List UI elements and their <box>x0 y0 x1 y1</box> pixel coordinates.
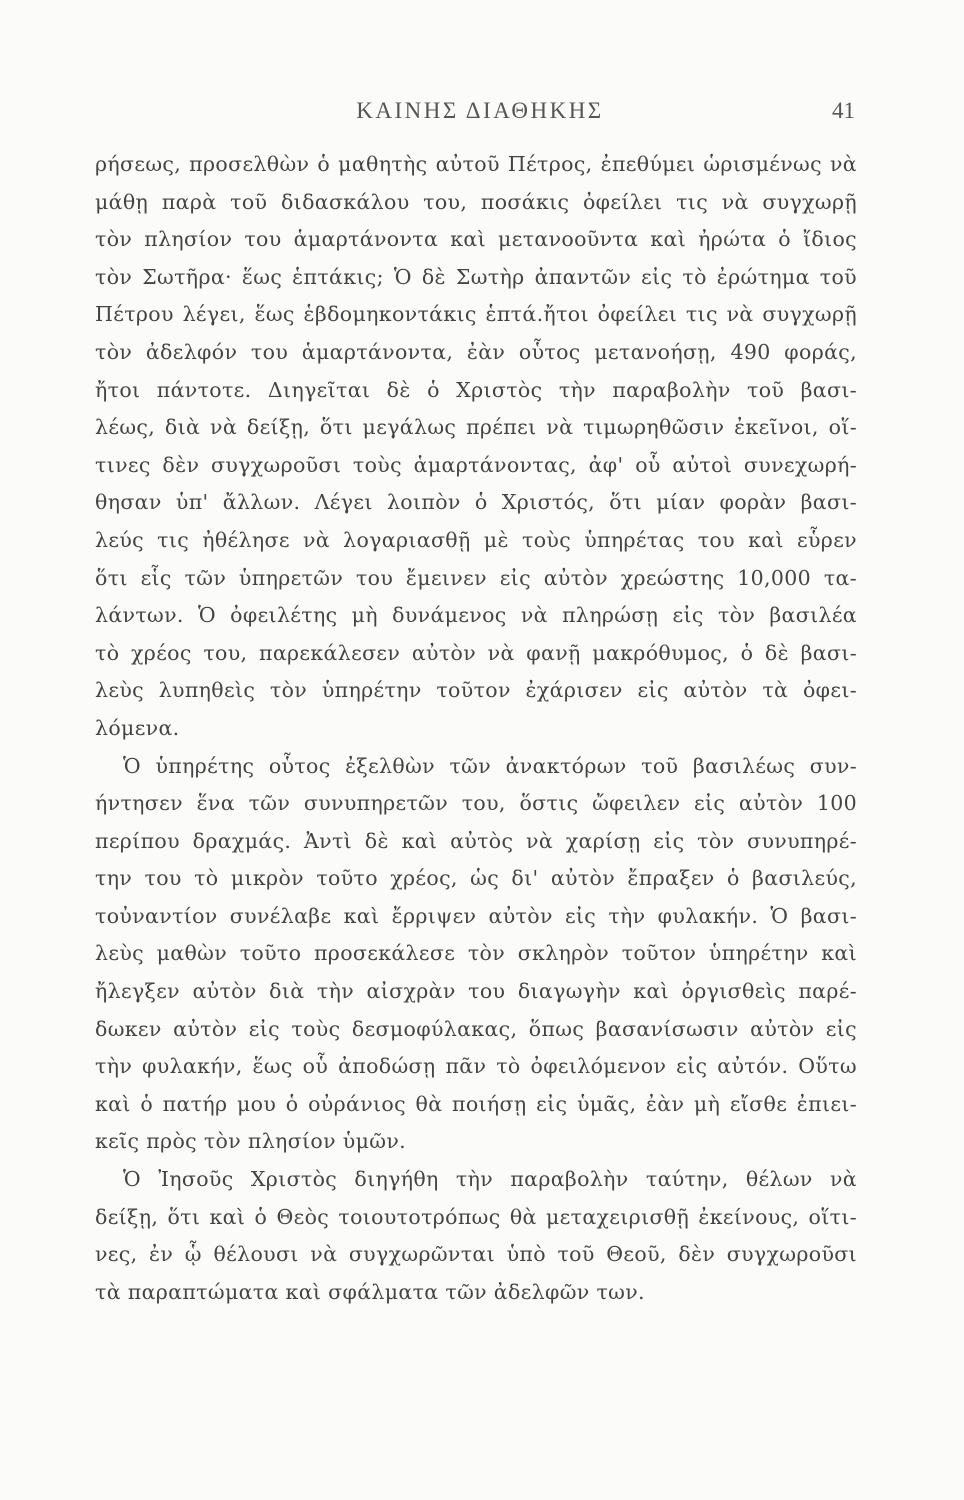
text-line: τὸ χρέος του, παρεκάλεσεν αὐτὸν νὰ φανῇ μακρόθυμος, ὁ δὲ βασι- <box>95 640 857 665</box>
text-line: τινες δὲν συγχωροῦσι τοὺς ἁμαρτάνοντας, ἀφ' οὗ αὐτοὶ συνεχωρή- <box>95 452 857 477</box>
text-line: λεὺς λυπηθεὶς τὸν ὑπηρέτην τοῦτον ἐχάρισεν εἰς αὐτὸν τὰ ὀφει- <box>95 678 857 703</box>
text-line: καὶ ὁ πατήρ μου ὁ οὐράνιος θὰ ποιήσῃ εἰς ὑμᾶς, ἐὰν μὴ εἴσθε ἐπιει- <box>95 1091 857 1116</box>
text-line: δείξῃ, ὅτι καὶ ὁ Θεὸς τοιουτοτρόπως θὰ μεταχειρισθῇ ἐκείνους, οἵτι- <box>95 1204 857 1229</box>
paragraph-end-line: λόμενα. <box>95 715 180 740</box>
paragraph-first-line: Ὁ ὑπηρέτης οὗτος ἐξελθὼν τῶν ἀνακτόρων τοῦ βασιλέως συν- <box>123 753 857 778</box>
text-line: την του τὸ μικρὸν τοῦτο χρέος, ὡς δι' αὐτὸν ἔπραξεν ὁ βασιλεύς, <box>95 866 857 891</box>
body-text <box>95 146 857 1311</box>
text-line: ἤτοι πάντοτε. Διηγεῖται δὲ ὁ Χριστὸς τὴν παραβολὴν τοῦ βασι- <box>95 377 857 402</box>
text-line: λεὺς μαθὼν τοῦτο προσεκάλεσε τὸν σκληρὸν τοῦτον ὑπηρέτην καὶ <box>95 941 857 966</box>
running-head <box>95 98 865 130</box>
text-line: Πέτρου λέγει, ἕως ἑβδομηκοντάκις ἑπτά.ἤτοι ὀφείλει τις νὰ συγχωρῇ <box>95 302 857 327</box>
text-line: λέως, διὰ νὰ δείξῃ, ὅτι μεγάλως πρέπει νὰ τιμωρηθῶσιν ἐκεῖνοι, οἵ- <box>95 415 857 440</box>
text-line: ήντησεν ἕνα τῶν συνυπηρετῶν του, ὅστις ὤφειλεν εἰς αὐτὸν 100 <box>95 791 857 816</box>
text-line: τὸν Σωτῆρα· ἕως ἑπτάκις; Ὁ δὲ Σωτὴρ ἀπαντῶν εἰς τὸ ἐρώτημα τοῦ <box>95 264 857 289</box>
page-number: 41 <box>832 98 855 123</box>
text-line: θησαν ὑπ' ἄλλων. Λέγει λοιπὸν ὁ Χριστός, ὅτι μίαν φορὰν βασι- <box>95 490 857 515</box>
text-line: τὴν φυλακήν, ἕως οὗ ἀποδώσῃ πᾶν τὸ ὀφειλόμενον εἰς αὐτόν. Οὕτω <box>95 1054 857 1079</box>
text-line: δωκεν αὐτὸν εἰς τοὺς δεσμοφύλακας, ὅπως βασανίσωσιν αὐτὸν εἰς <box>95 1016 857 1041</box>
text-line: τὸν ἀδελφόν του ἁμαρτάνοντα, ἐὰν οὗτος μετανοήσῃ, 490 φοράς, <box>95 339 857 364</box>
text-line: τοὐναντίον συνέλαβε καὶ ἔρριψεν αὐτὸν εἰς τὴν φυλακήν. Ὁ βασι- <box>95 903 857 928</box>
paragraph-end-line: κεῖς πρὸς τὸν πλησίον ὑμῶν. <box>95 1129 407 1154</box>
text-line: τὸν πλησίον του ἁμαρτάνοντα καὶ μετανοοῦντα καὶ ἠρώτα ὁ ἴδιος <box>95 227 857 252</box>
running-title: ΚΑΙΝΗΣ ΔΙΑΘΗΚΗΣ <box>356 98 604 123</box>
text-line: μάθῃ παρὰ τοῦ διδασκάλου του, ποσάκις ὀφείλει τις νὰ συγχωρῇ <box>95 189 857 214</box>
text-line: ρήσεως, προσελθὼν ὁ μαθητὴς αὐτοῦ Πέτρος, ἐπεθύμει ὡρισμένως νὰ <box>95 152 857 176</box>
paragraph-end-line: τὰ παραπτώματα καὶ σφάλματα τῶν ἀδελφῶν των. <box>95 1279 645 1304</box>
text-line: ὅτι εἷς τῶν ὑπηρετῶν του ἔμεινεν εἰς αὐτὸν χρεώστης 10,000 τα- <box>95 565 857 590</box>
text-line: περίπου δραχμάς. Ἀντὶ δὲ καὶ αὐτὸς νὰ χαρίσῃ εἰς τὸν συνυπηρέ- <box>95 828 857 853</box>
text-line: ἤλεγξεν αὐτὸν διὰ τὴν αἰσχρὰν του διαγωγὴν καὶ ὀργισθεὶς παρέ- <box>95 979 857 1004</box>
text-line: λεύς τις ἠθέλησε νὰ λογαριασθῇ μὲ τοὺς ὑπηρέτας του καὶ εὗρεν <box>95 527 857 552</box>
paragraph-first-line: Ὁ Ἰησοῦς Χριστὸς διηγήθη τὴν παραβολὴν ταύτην, θέλων νὰ <box>123 1167 857 1192</box>
text-line: λάντων. Ὁ ὀφειλέτης μὴ δυνάμενος νὰ πληρώσῃ εἰς τὸν βασιλέα <box>95 603 857 628</box>
text-line: νες, ἐν ᾧ θέλουσι νὰ συγχωρῶνται ὑπὸ τοῦ Θεοῦ, δὲν συγχωροῦσι <box>95 1242 857 1267</box>
